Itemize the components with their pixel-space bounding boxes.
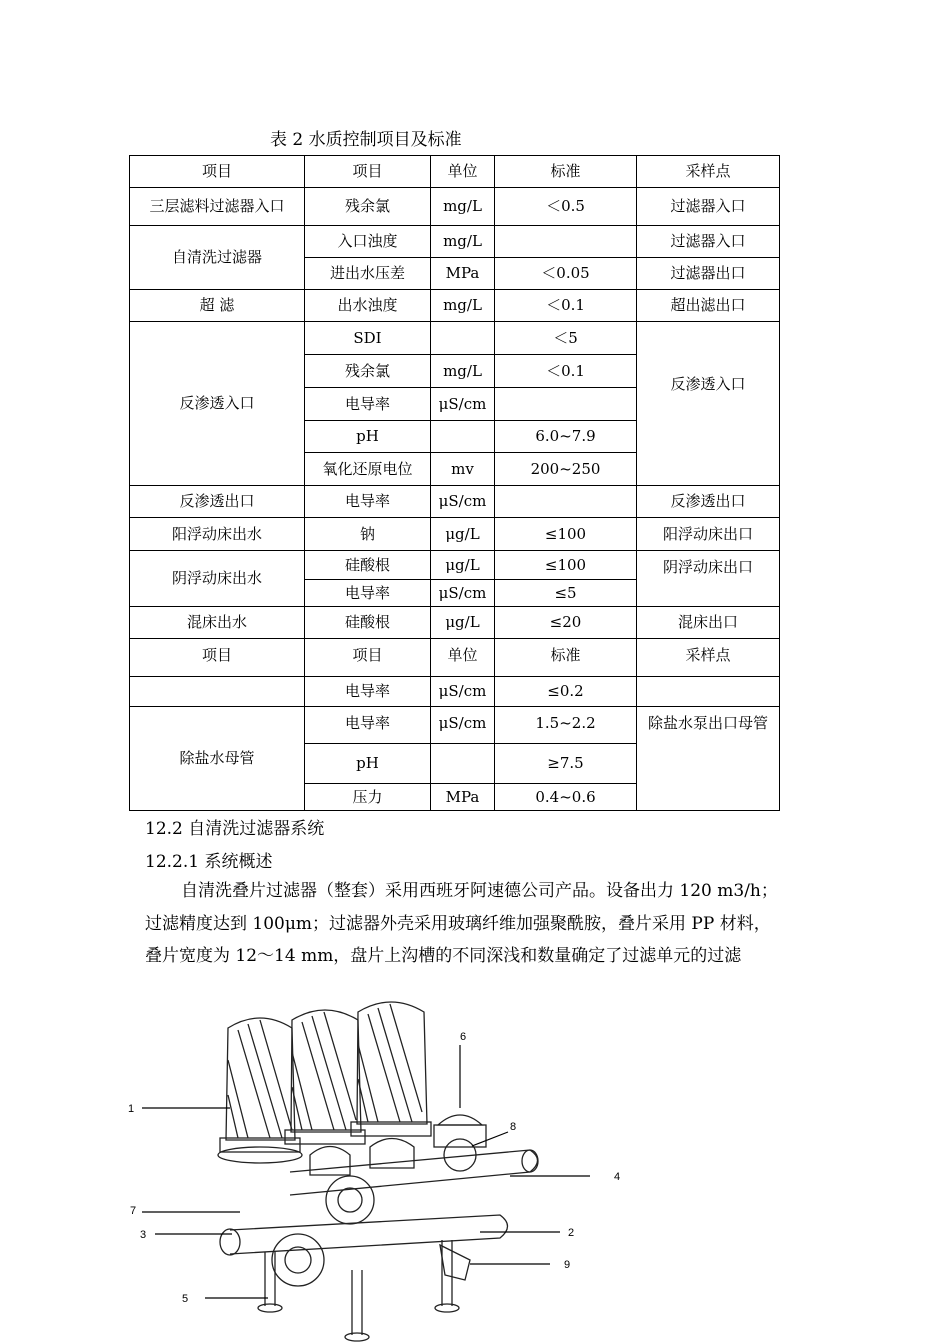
- table-row: [130, 290, 780, 322]
- table-cell: μg/L: [431, 518, 495, 551]
- callout-label: 9: [564, 1259, 571, 1271]
- table-cell: 出水浊度: [305, 290, 431, 322]
- header-cell: 单位: [431, 156, 495, 188]
- table-cell: 混床出水: [130, 607, 305, 639]
- table-row: [130, 188, 780, 226]
- table-cell: [431, 744, 495, 784]
- table-cell: mv: [431, 453, 495, 486]
- callout-label: 5: [182, 1293, 189, 1305]
- table-cell: SDI: [305, 322, 431, 355]
- paragraph-line: 自清洗叠片过滤器（整套）采用西班牙阿速德公司产品。设备出力 120 m3/h；: [181, 881, 778, 901]
- filter-housing: [351, 1002, 431, 1136]
- paragraph-line: 叠片宽度为 12～14 mm，盘片上沟槽的不同深浅和数量确定了过滤单元的过滤: [145, 946, 742, 966]
- table-cell: 阴浮动床出口: [637, 551, 780, 607]
- table-cell: 电导率: [305, 388, 431, 421]
- paragraph-line: 过滤精度达到 100μm；过滤器外壳采用玻璃纤维加强聚酰胺，叠片采用 PP 材料，: [145, 913, 771, 934]
- table-cell: ≤20: [495, 607, 637, 639]
- table-row: [130, 322, 780, 355]
- table-cell: 阳浮动床出口: [637, 518, 780, 551]
- table-cell: MPa: [431, 784, 495, 811]
- table-cell: ＜0.5: [495, 188, 637, 226]
- subsection-heading: 12.2.1 系统概述: [145, 852, 273, 872]
- header-cell: 项目: [305, 156, 431, 188]
- table-cell: [637, 677, 780, 707]
- table-row: [130, 226, 780, 258]
- table-cell: 进出水压差: [305, 258, 431, 290]
- callout-label: 4: [614, 1171, 621, 1183]
- header-cell: 采样点: [637, 156, 780, 188]
- filter-system-figure: [120, 990, 820, 1344]
- table-cell: [495, 388, 637, 421]
- table-cell: 氧化还原电位: [305, 453, 431, 486]
- table-cell: 反渗透入口: [130, 322, 305, 486]
- lower-manifold: [220, 1215, 508, 1255]
- table-cell: 过滤器入口: [637, 188, 780, 226]
- table-cell: 采样点: [637, 639, 780, 677]
- table-cell: 电导率: [305, 677, 431, 707]
- table-cell: 0.4~0.6: [495, 784, 637, 811]
- table-cell: 压力: [305, 784, 431, 811]
- table-cell: 混床出口: [637, 607, 780, 639]
- table-cell: ＜0.1: [495, 290, 637, 322]
- table-cell: 除盐水母管: [130, 707, 305, 811]
- table-row: [130, 551, 780, 580]
- table-cell: ＜0.05: [495, 258, 637, 290]
- section-heading: 12.2 自清洗过滤器系统: [145, 819, 325, 839]
- table-cell: mg/L: [431, 290, 495, 322]
- table-row: [130, 707, 780, 744]
- table-cell: 入口浊度: [305, 226, 431, 258]
- table-cell: 过滤器入口: [637, 226, 780, 258]
- table-cell: ≤100: [495, 551, 637, 580]
- table-cell: μg/L: [431, 551, 495, 580]
- table-cell: 200~250: [495, 453, 637, 486]
- table-cell: 反渗透入口: [637, 322, 780, 486]
- table-cell: μS/cm: [431, 388, 495, 421]
- table-cell: 自清洗过滤器: [130, 226, 305, 290]
- table-cell: pH: [305, 421, 431, 453]
- table-caption: 表 2 水质控制项目及标准: [270, 130, 462, 150]
- table-row: [130, 607, 780, 639]
- table-cell: 三层滤料过滤器入口: [130, 188, 305, 226]
- table-cell: μS/cm: [431, 677, 495, 707]
- table-cell: μS/cm: [431, 707, 495, 744]
- table-header-row: [130, 156, 780, 188]
- table-cell: ≤5: [495, 580, 637, 607]
- table-cell: 1.5~2.2: [495, 707, 637, 744]
- overview-paragraph: [145, 875, 810, 973]
- table-cell: 标准: [495, 639, 637, 677]
- table-cell: [495, 226, 637, 258]
- table-cell: [130, 677, 305, 707]
- table-row: [130, 486, 780, 518]
- callout-label: 1: [128, 1103, 135, 1115]
- table-row: [130, 639, 780, 677]
- table-cell: mg/L: [431, 226, 495, 258]
- table-cell: ≤0.2: [495, 677, 637, 707]
- table-cell: MPa: [431, 258, 495, 290]
- table-cell: μS/cm: [431, 486, 495, 518]
- table-cell: [431, 421, 495, 453]
- table-cell: [495, 486, 637, 518]
- table-cell: 电导率: [305, 707, 431, 744]
- filter-assembly-drawing: [120, 990, 625, 1344]
- table-cell: 项目: [130, 639, 305, 677]
- table-row: [130, 677, 780, 707]
- table-cell: 除盐水泵出口母管: [637, 707, 780, 811]
- table-cell: pH: [305, 744, 431, 784]
- callout-label: 7: [130, 1205, 137, 1217]
- table-cell: 反渗透出口: [637, 486, 780, 518]
- table-cell: mg/L: [431, 188, 495, 226]
- table-cell: μg/L: [431, 607, 495, 639]
- table-cell: 超出滤出口: [637, 290, 780, 322]
- table-cell: 硅酸根: [305, 607, 431, 639]
- table-cell: ≤100: [495, 518, 637, 551]
- table-cell: ≥7.5: [495, 744, 637, 784]
- table-cell: 残余氯: [305, 355, 431, 388]
- table-cell: 单位: [431, 639, 495, 677]
- table-cell: 硅酸根: [305, 551, 431, 580]
- callout-label: 2: [568, 1227, 575, 1239]
- table-cell: mg/L: [431, 355, 495, 388]
- table-cell: μS/cm: [431, 580, 495, 607]
- callout-label: 3: [140, 1229, 147, 1241]
- table-cell: 阳浮动床出水: [130, 518, 305, 551]
- table-cell: [431, 322, 495, 355]
- table-cell: 6.0~7.9: [495, 421, 637, 453]
- header-cell: 标准: [495, 156, 637, 188]
- table-cell: ＜5: [495, 322, 637, 355]
- water-quality-table: [129, 155, 780, 811]
- table-row: [130, 518, 780, 551]
- table-cell: 过滤器出口: [637, 258, 780, 290]
- table-cell: 超 滤: [130, 290, 305, 322]
- table-cell: 电导率: [305, 486, 431, 518]
- filter-housing: [218, 1018, 302, 1163]
- callout-label: 6: [460, 1031, 467, 1043]
- table-cell: ＜0.1: [495, 355, 637, 388]
- table-cell: 钠: [305, 518, 431, 551]
- table-cell: 项目: [305, 639, 431, 677]
- table-cell: 阴浮动床出水: [130, 551, 305, 607]
- table-cell: 残余氯: [305, 188, 431, 226]
- header-cell: 项目: [130, 156, 305, 188]
- filter-housing: [285, 1010, 365, 1144]
- callout-label: 8: [510, 1121, 517, 1133]
- table-cell: 反渗透出口: [130, 486, 305, 518]
- table-cell: 电导率: [305, 580, 431, 607]
